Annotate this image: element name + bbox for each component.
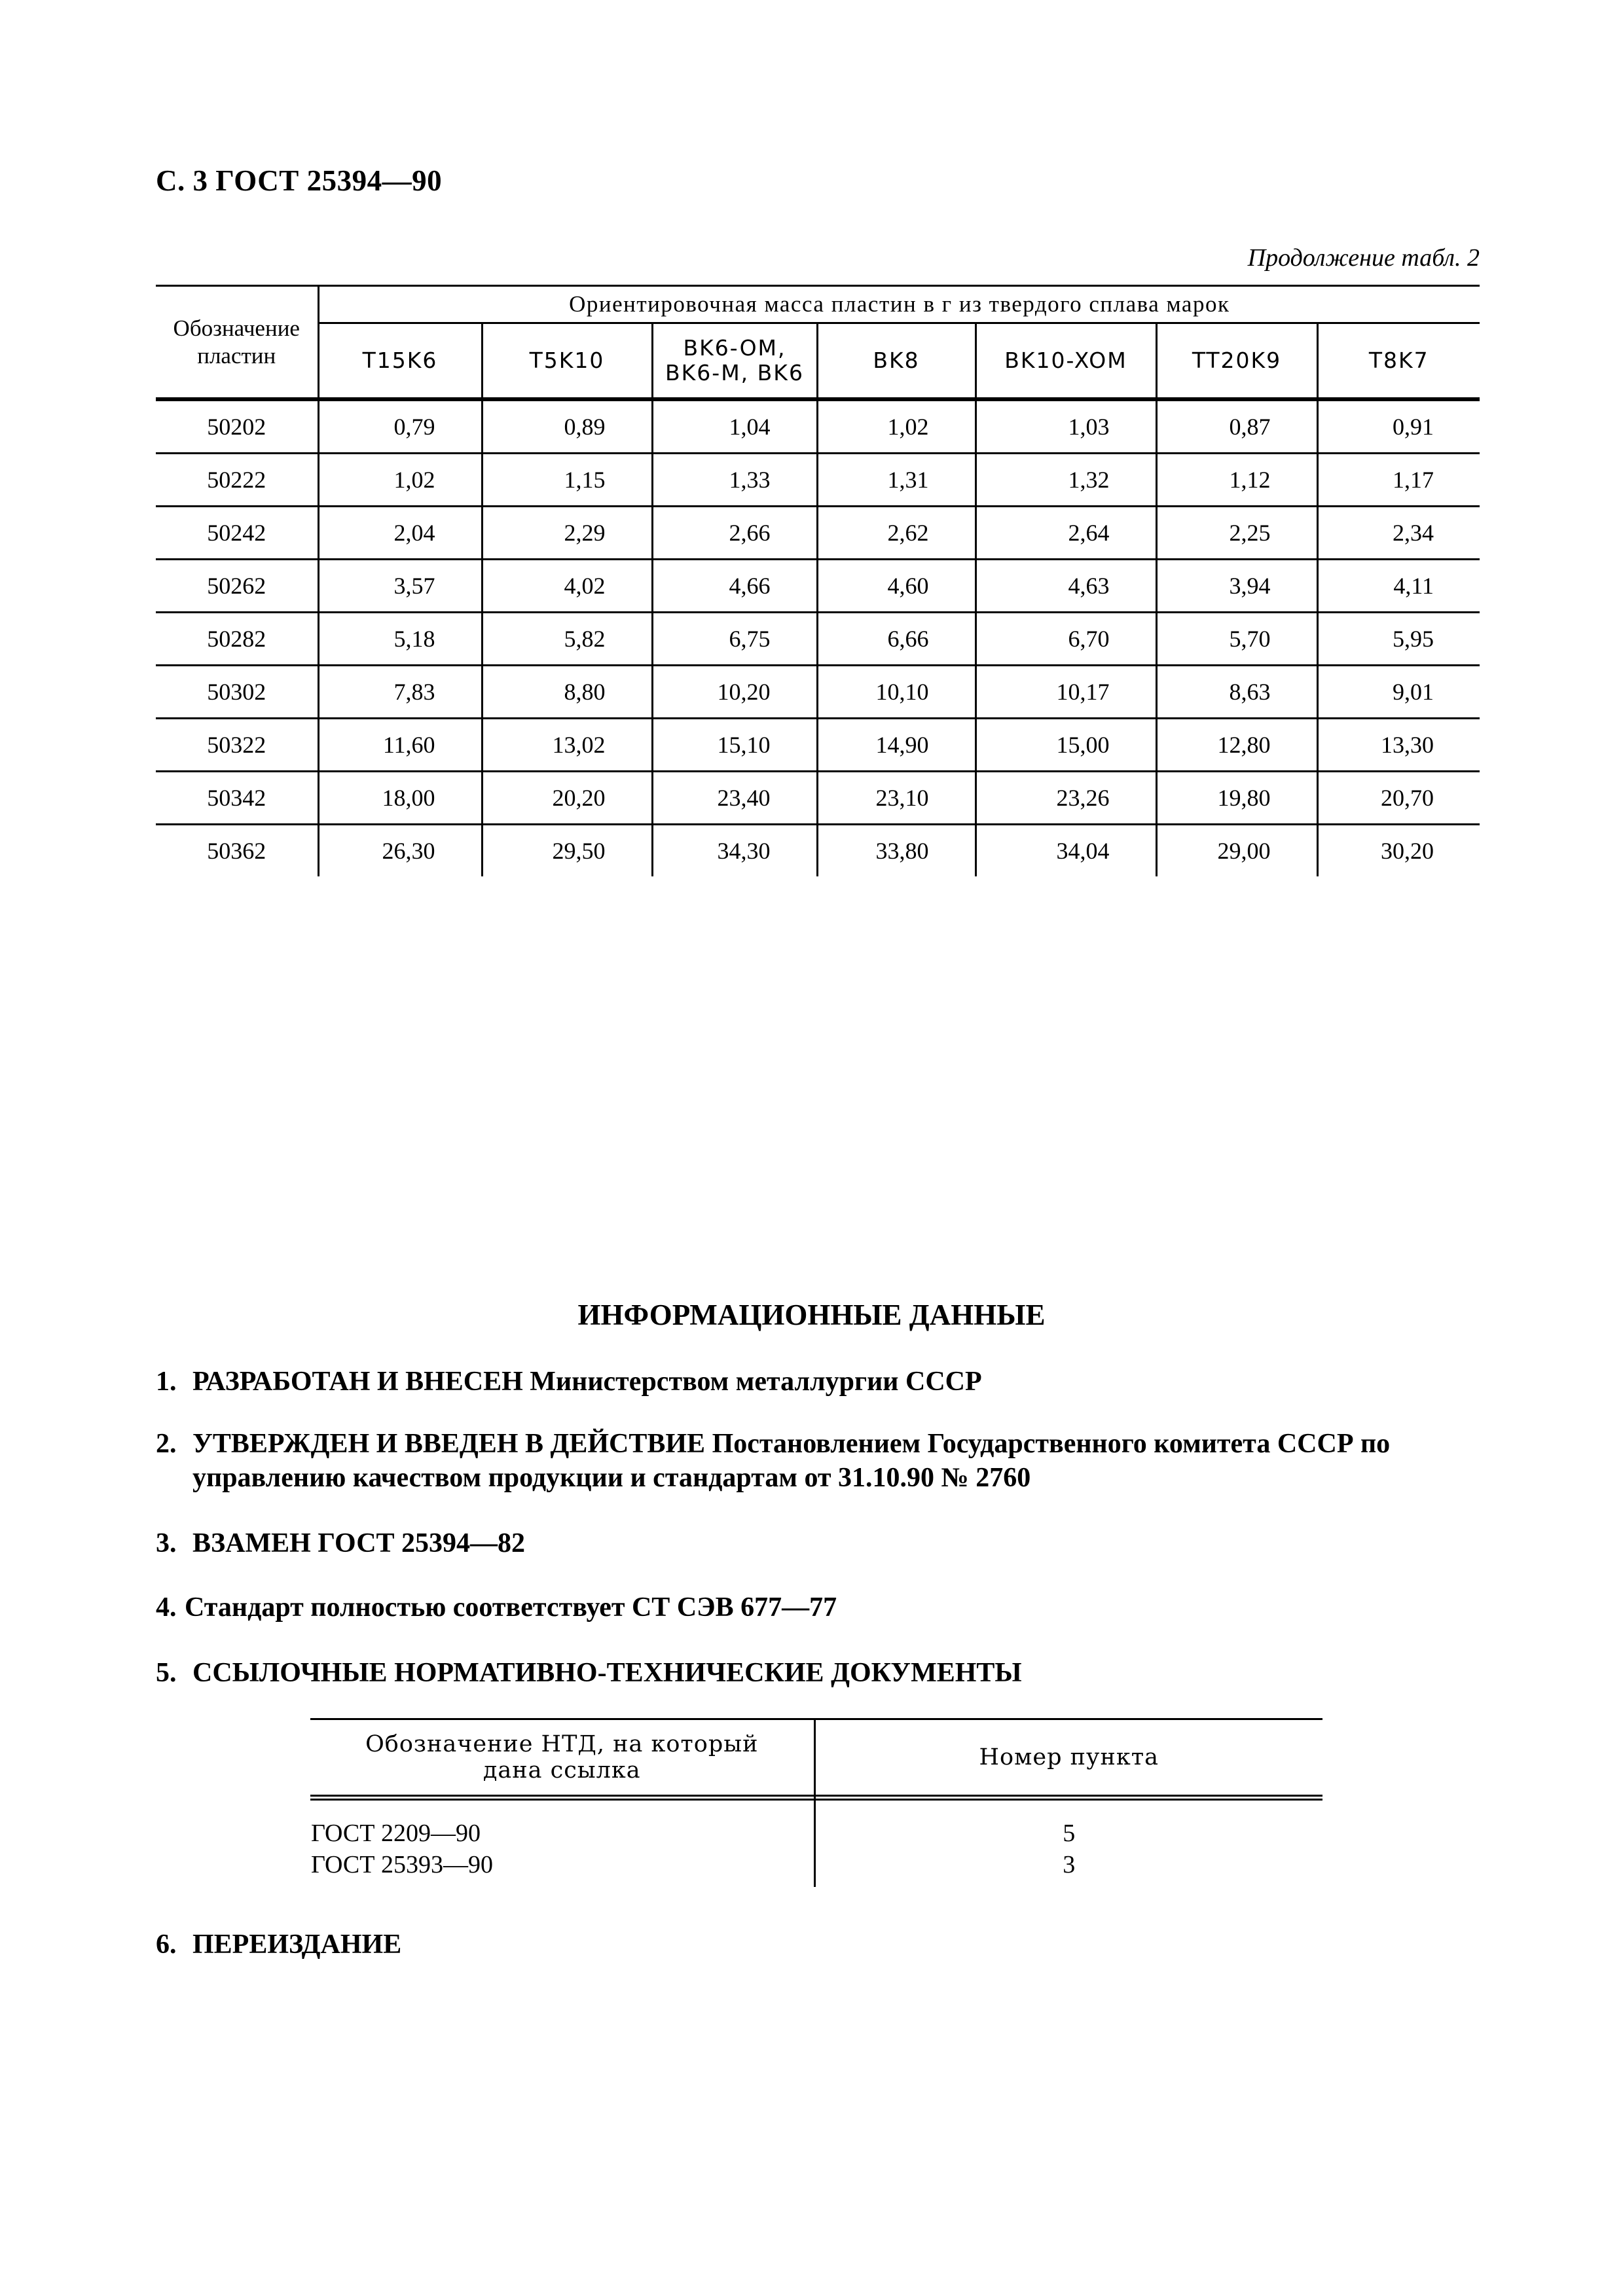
plate-designation-header: Обозначение пластин xyxy=(156,286,318,399)
mass-value-cell: 29,00 xyxy=(1156,825,1317,877)
mass-value-cell: 34,04 xyxy=(976,825,1156,877)
mass-value-cell: 15,10 xyxy=(652,719,817,772)
table-row xyxy=(156,401,1480,454)
table-continuation-label: Продолжение табл. 2 xyxy=(1247,244,1480,272)
mass-value-cell: 8,63 xyxy=(1156,666,1317,719)
info-item-1: 1. РАЗРАБОТАН И ВНЕСЕН Министерством металлургии СССР xyxy=(156,1367,982,1397)
mass-value-cell: 23,26 xyxy=(976,772,1156,825)
mass-value-cell: 1,32 xyxy=(976,454,1156,507)
mass-value-cell: 4,63 xyxy=(976,560,1156,613)
reference-documents-table xyxy=(310,1718,1322,1887)
plate-designation-cell: 50242 xyxy=(156,507,318,560)
mass-value-cell: 14,90 xyxy=(817,719,976,772)
mass-value-cell: 1,15 xyxy=(482,454,652,507)
table-row xyxy=(156,719,1480,772)
mass-value-cell: 4,60 xyxy=(817,560,976,613)
mass-value-cell: 1,03 xyxy=(976,401,1156,454)
mass-value-cell: 2,66 xyxy=(652,507,817,560)
column-header: BK8 xyxy=(817,323,976,399)
table-row xyxy=(156,560,1480,613)
column-header: T5K10 xyxy=(482,323,652,399)
mass-value-cell: 3,57 xyxy=(318,560,482,613)
info-item-4: 4. Стандарт полностью соответствует СТ СЭВ 677—77 xyxy=(156,1592,837,1623)
mass-value-cell: 5,70 xyxy=(1156,613,1317,666)
ref-point-cell xyxy=(814,1800,1322,1888)
mass-value-cell: 10,10 xyxy=(817,666,976,719)
mass-value-cell: 8,80 xyxy=(482,666,652,719)
mass-value-cell: 11,60 xyxy=(318,719,482,772)
ref-doc: ГОСТ 25393—90 xyxy=(311,1851,493,1878)
mass-value-cell: 34,30 xyxy=(652,825,817,877)
plate-designation-cell: 50342 xyxy=(156,772,318,825)
mass-value-cell: 9,01 xyxy=(1317,666,1480,719)
plate-mass-table xyxy=(156,285,1480,876)
plate-designation-cell: 50302 xyxy=(156,666,318,719)
mass-value-cell: 1,02 xyxy=(318,454,482,507)
column-header: T8K7 xyxy=(1368,348,1429,373)
mass-value-cell: 5,82 xyxy=(482,613,652,666)
ref-point: 3 xyxy=(1063,1851,1076,1878)
mass-value-cell: 2,25 xyxy=(1156,507,1317,560)
mass-value-cell: 1,12 xyxy=(1156,454,1317,507)
mass-value-cell: 26,30 xyxy=(318,825,482,877)
mass-value-cell: 2,64 xyxy=(976,507,1156,560)
column-header: T15K6 xyxy=(318,323,482,399)
info-section-title: ИНФОРМАЦИОННЫЕ ДАННЫЕ xyxy=(577,1299,1046,1331)
info-item-5: 5. ССЫЛОЧНЫЕ НОРМАТИВНО-ТЕХНИЧЕСКИЕ ДОКУМЕНТЫ xyxy=(156,1658,1022,1688)
plate-designation-cell: 50222 xyxy=(156,454,318,507)
mass-value-cell: 6,66 xyxy=(817,613,976,666)
info-item-3: 3. ВЗАМЕН ГОСТ 25394—82 xyxy=(156,1528,526,1558)
mass-value-cell: 2,04 xyxy=(318,507,482,560)
plate-designation-cell: 50322 xyxy=(156,719,318,772)
table-row xyxy=(156,454,1480,507)
page-header: С. 3 ГОСТ 25394—90 xyxy=(156,164,443,197)
ref-doc-cell xyxy=(310,1800,814,1888)
mass-value-cell: 1,04 xyxy=(652,401,817,454)
plate-designation-cell: 50362 xyxy=(156,825,318,877)
mass-value-cell: 29,50 xyxy=(482,825,652,877)
mass-value-cell: 20,70 xyxy=(1317,772,1480,825)
table-row xyxy=(156,825,1480,877)
column-header: BK10-XOM xyxy=(976,323,1156,399)
plate-designation-cell: 50202 xyxy=(156,401,318,454)
mass-group-header: Ориентировочная масса пластин в г из твердого сплава марок xyxy=(318,286,1480,323)
mass-value-cell: 5,95 xyxy=(1317,613,1480,666)
mass-value-cell: 30,20 xyxy=(1381,838,1434,864)
plate-designation-cell: 50282 xyxy=(156,613,318,666)
mass-value-cell: 1,17 xyxy=(1317,454,1480,507)
info-item-6: 6. ПЕРЕИЗДАНИЕ xyxy=(156,1929,402,1960)
mass-value-cell: 13,02 xyxy=(482,719,652,772)
mass-value-cell: 0,89 xyxy=(482,401,652,454)
mass-value-cell: 6,75 xyxy=(652,613,817,666)
mass-value-cell: 18,00 xyxy=(318,772,482,825)
mass-value-cell: 0,87 xyxy=(1156,401,1317,454)
mass-value-cell: 2,34 xyxy=(1317,507,1480,560)
ref-doc-header: Обозначение НТД, на который дана ссылка xyxy=(310,1719,814,1796)
ref-point-header: Номер пункта xyxy=(814,1719,1322,1796)
mass-value-cell: 0,91 xyxy=(1317,401,1480,454)
mass-value-cell: 1,31 xyxy=(817,454,976,507)
column-header: BK6-OM, BK6-M, BK6 xyxy=(652,323,817,399)
mass-value-cell: 5,18 xyxy=(318,613,482,666)
mass-value-cell: 4,02 xyxy=(482,560,652,613)
mass-value-cell: 19,80 xyxy=(1156,772,1317,825)
table-row xyxy=(156,507,1480,560)
mass-value-cell: 2,29 xyxy=(482,507,652,560)
mass-value-cell: 2,62 xyxy=(817,507,976,560)
table-row xyxy=(156,613,1480,666)
table-row xyxy=(156,772,1480,825)
mass-value-cell: 15,00 xyxy=(976,719,1156,772)
mass-value-cell: 10,20 xyxy=(652,666,817,719)
mass-value-cell: 10,17 xyxy=(976,666,1156,719)
mass-value-cell: 23,10 xyxy=(817,772,976,825)
table-row xyxy=(156,666,1480,719)
mass-value-cell: 4,11 xyxy=(1317,560,1480,613)
mass-value-cell: 12,80 xyxy=(1156,719,1317,772)
column-header: TT20K9 xyxy=(1156,323,1317,399)
mass-value-cell: 20,20 xyxy=(482,772,652,825)
mass-value-cell: 23,40 xyxy=(652,772,817,825)
mass-value-cell: 4,66 xyxy=(652,560,817,613)
mass-value-cell: 1,02 xyxy=(817,401,976,454)
mass-value-cell: 13,30 xyxy=(1317,719,1480,772)
info-item-2: 2. УТВЕРЖДЕН И ВВЕДЕН В ДЕЙСТВИЕ Постановлением Государственного комитета СССР по управлению качеством продукции и стандартам от 31.10.90 № 2760 xyxy=(156,1429,1391,1493)
mass-value-cell: 1,33 xyxy=(652,454,817,507)
mass-value-cell: 33,80 xyxy=(817,825,976,877)
mass-value-cell: 3,94 xyxy=(1156,560,1317,613)
mass-value-cell: 0,79 xyxy=(318,401,482,454)
plate-designation-cell: 50262 xyxy=(156,560,318,613)
mass-value-cell: 6,70 xyxy=(976,613,1156,666)
mass-value-cell: 7,83 xyxy=(318,666,482,719)
ref-doc: ГОСТ 2209—90 xyxy=(311,1820,481,1847)
ref-point: 5 xyxy=(1063,1820,1076,1847)
